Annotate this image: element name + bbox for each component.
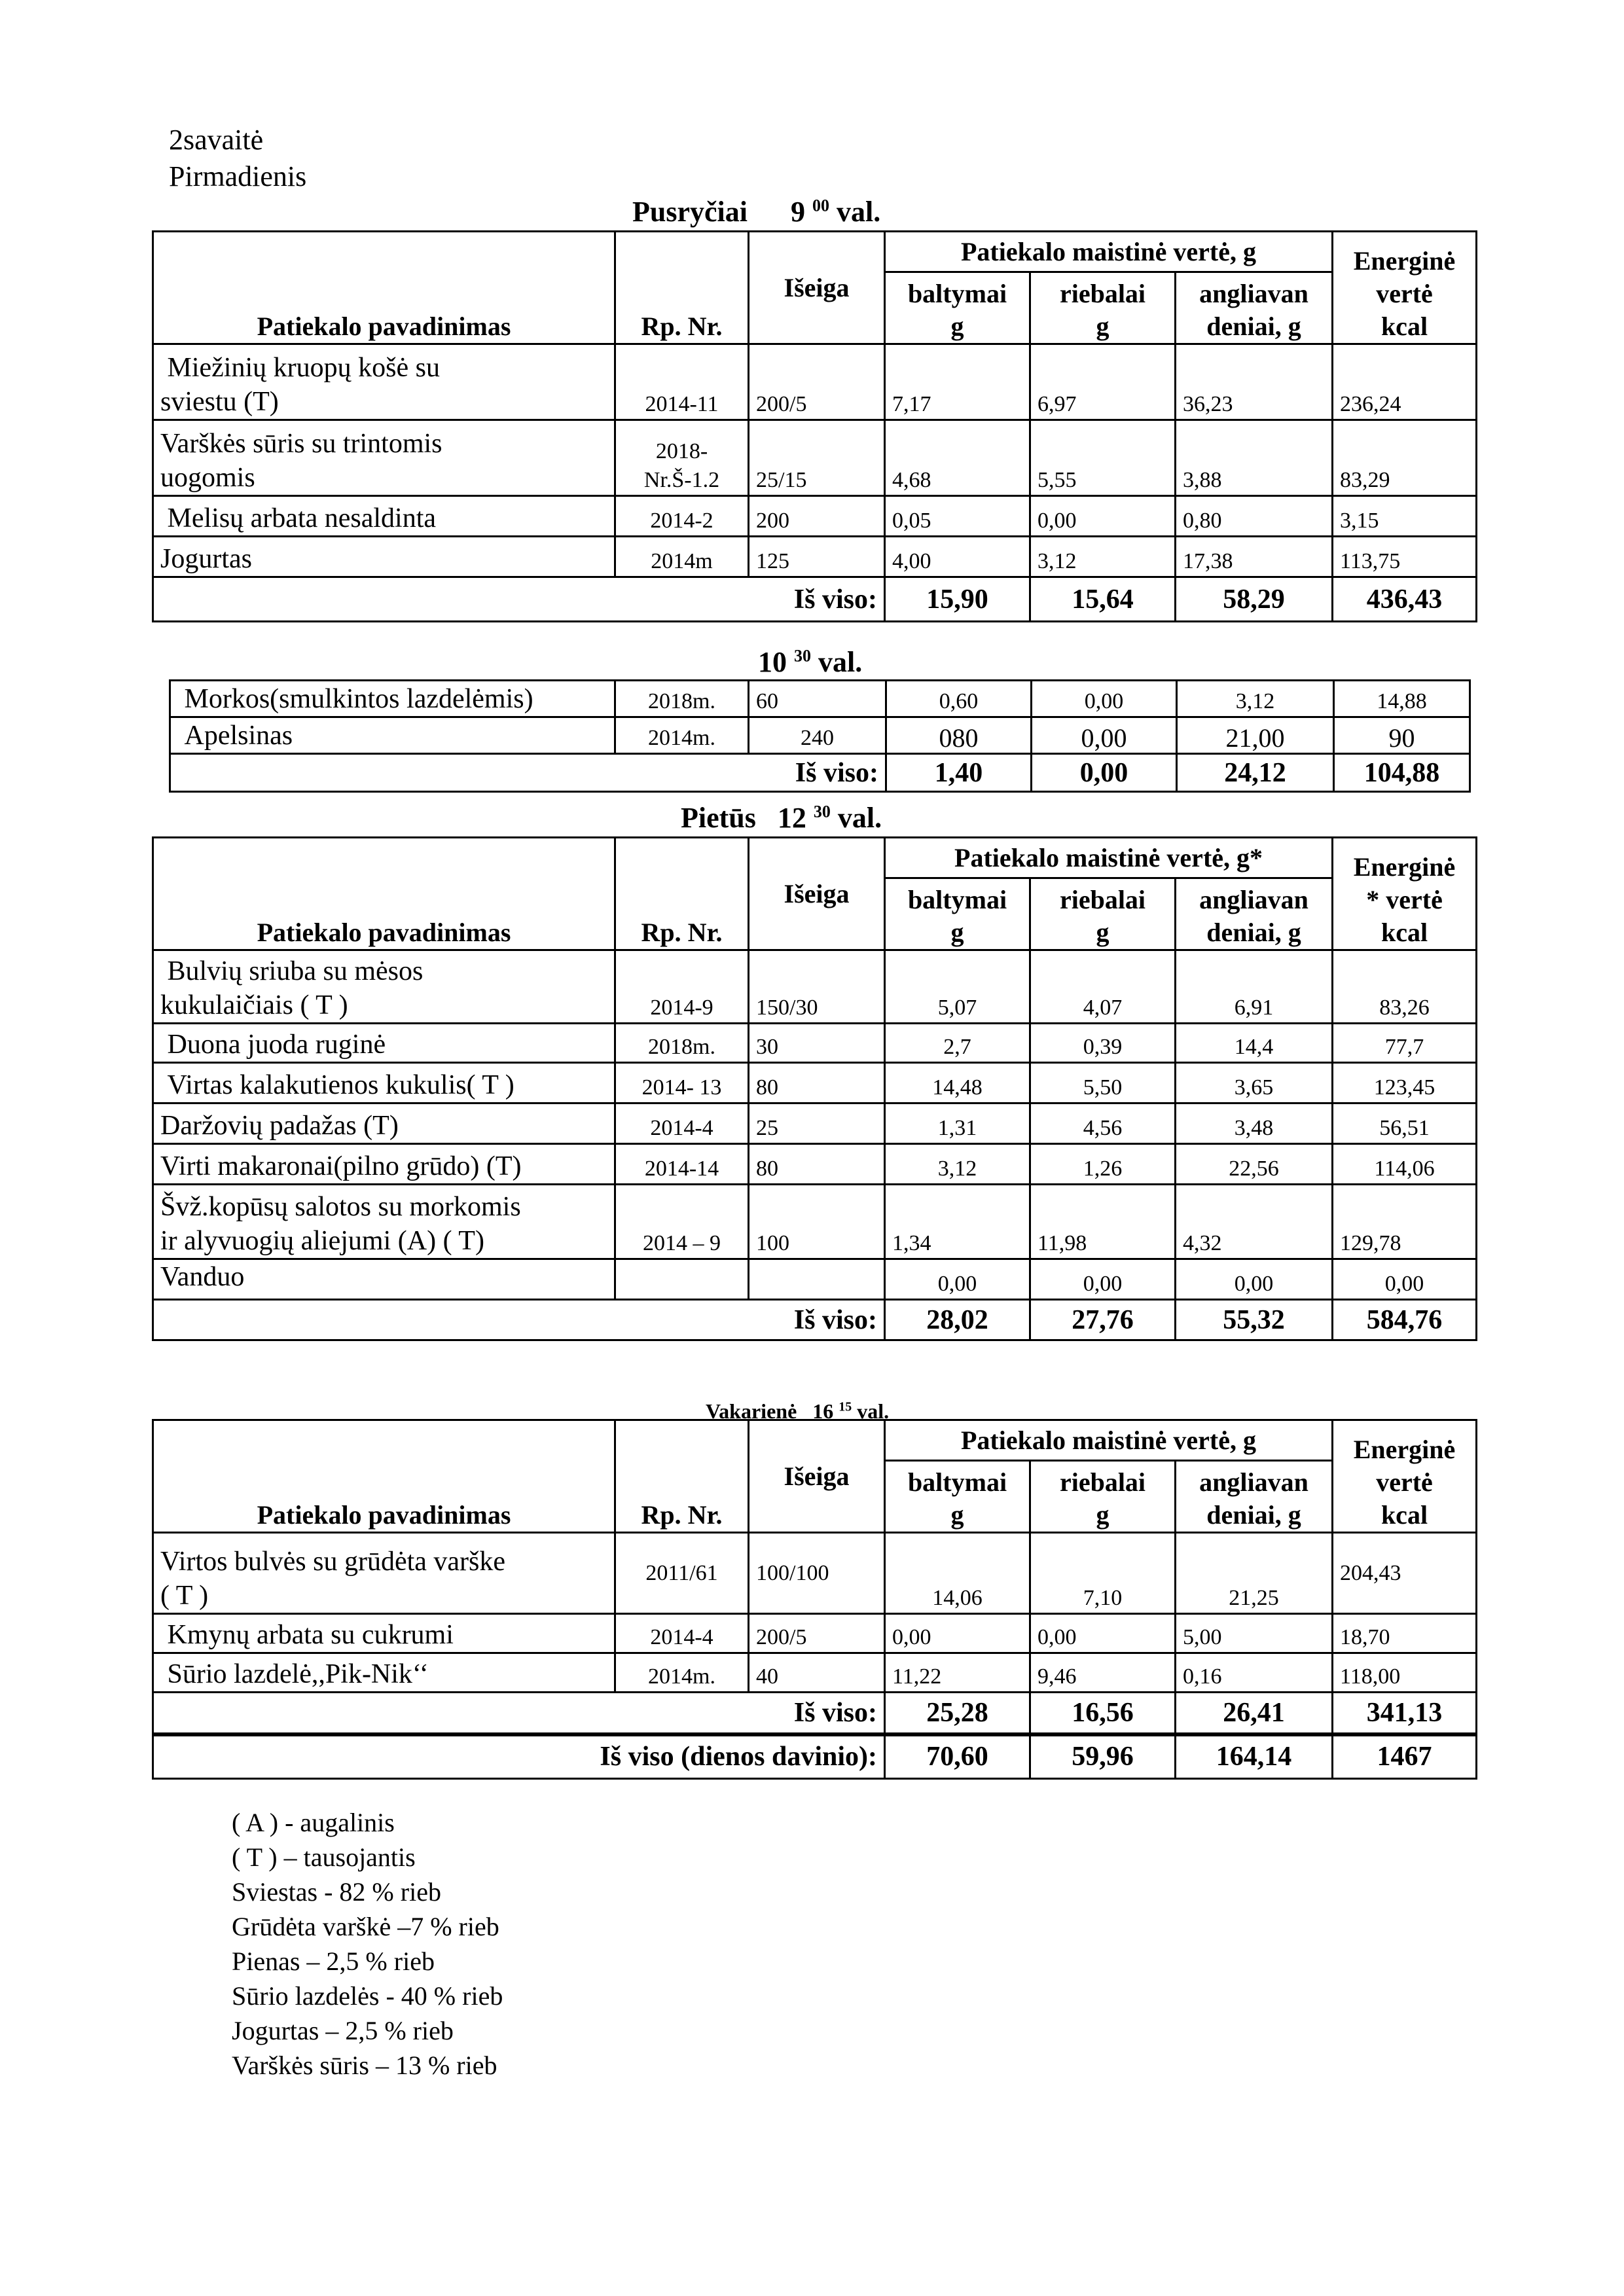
iseiga-cell bbox=[749, 1259, 885, 1300]
rp-cell bbox=[615, 1259, 749, 1300]
table-row bbox=[153, 1185, 1477, 1259]
day-total-energy: 1467 bbox=[1333, 1734, 1477, 1779]
iseiga-cell: 30 bbox=[749, 1024, 885, 1063]
legend-item: Sviestas - 82 % rieb bbox=[232, 1877, 441, 1907]
breakfast-table bbox=[152, 230, 1477, 622]
protein-cell: 14,48 bbox=[885, 1063, 1030, 1103]
col-nutri-header: Patiekalo maistinė vertė, g* bbox=[885, 838, 1333, 878]
carb-cell: 3,48 bbox=[1176, 1103, 1333, 1144]
carb-cell: 36,23 bbox=[1176, 344, 1333, 420]
fat-cell: 4,07 bbox=[1030, 950, 1176, 1024]
dish-name: Duona juoda ruginė bbox=[153, 1024, 615, 1063]
protein-cell: 1,34 bbox=[885, 1185, 1030, 1259]
carb-cell: 21,00 bbox=[1177, 717, 1334, 754]
lunch-title: Pietūs 12 $^{30}$ val. bbox=[681, 802, 882, 834]
col-energy-header: Energinė vertė kcal bbox=[1333, 1420, 1477, 1533]
legend-item: ( T ) – tausojantis bbox=[232, 1842, 416, 1872]
legend-item: Varškės sūris – 13 % rieb bbox=[232, 2051, 497, 2080]
table-row bbox=[153, 1024, 1477, 1063]
total-label: Iš viso: bbox=[153, 577, 885, 622]
legend-item: ( A ) - augalinis bbox=[232, 1808, 395, 1837]
fat-cell: 0,00 bbox=[1032, 681, 1177, 717]
table-row bbox=[153, 1063, 1477, 1103]
dish-name: Sūrio lazdelė,,Pik-Nik‘‘ bbox=[153, 1653, 615, 1693]
fat-cell: 4,56 bbox=[1030, 1103, 1176, 1144]
total-protein: 28,02 bbox=[885, 1300, 1030, 1340]
dish-name: Virti makaronai(pilno grūdo) (T) bbox=[153, 1144, 615, 1185]
carb-cell: 21,25 bbox=[1176, 1533, 1333, 1614]
fat-cell: 1,26 bbox=[1030, 1144, 1176, 1185]
dish-name: Virtos bulvės su grūdėta varške ( T ) bbox=[153, 1533, 615, 1614]
col-name-header: Patiekalo pavadinimas bbox=[153, 232, 615, 344]
dish-name: Miežinių kruopų košė su sviestu (T) bbox=[153, 344, 615, 420]
day-total-fat: 59,96 bbox=[1030, 1734, 1176, 1779]
col-carb-header: angliavan deniai, g bbox=[1176, 1461, 1333, 1533]
total-carb: 58,29 bbox=[1176, 577, 1333, 622]
dinner-table bbox=[152, 1419, 1477, 1780]
day-total-row bbox=[153, 1734, 1477, 1779]
fat-cell: 0,00 bbox=[1030, 1614, 1176, 1653]
rp-cell: 2014m. bbox=[615, 1653, 749, 1693]
col-energy-header: Energinė vertė kcal bbox=[1333, 232, 1477, 344]
iseiga-cell: 200/5 bbox=[749, 1614, 885, 1653]
iseiga-cell: 80 bbox=[749, 1144, 885, 1185]
fat-cell: 3,12 bbox=[1030, 537, 1176, 577]
energy-cell: 90 bbox=[1334, 717, 1470, 754]
iseiga-cell: 100 bbox=[749, 1185, 885, 1259]
table-row bbox=[153, 1533, 1477, 1614]
energy-cell: 204,43 bbox=[1333, 1533, 1477, 1614]
carb-cell: 4,32 bbox=[1176, 1185, 1333, 1259]
dish-name: Jogurtas bbox=[153, 537, 615, 577]
table-row bbox=[153, 1103, 1477, 1144]
col-nutri-header: Patiekalo maistinė vertė, g bbox=[885, 1420, 1333, 1461]
col-protein-header: baltymai g bbox=[885, 878, 1030, 950]
total-fat: 27,76 bbox=[1030, 1300, 1176, 1340]
col-rp-header: Rp. Nr. bbox=[615, 232, 749, 344]
fat-cell: 5,55 bbox=[1030, 420, 1176, 496]
legend-item: Sūrio lazdelės - 40 % rieb bbox=[232, 1981, 503, 2011]
total-protein: 15,90 bbox=[885, 577, 1030, 622]
energy-cell: 3,15 bbox=[1333, 496, 1477, 537]
iseiga-cell: 25/15 bbox=[749, 420, 885, 496]
fat-cell: 5,50 bbox=[1030, 1063, 1176, 1103]
total-protein: 1,40 bbox=[886, 754, 1032, 792]
total-protein: 25,28 bbox=[885, 1693, 1030, 1734]
dish-name: Kmynų arbata su cukrumi bbox=[153, 1614, 615, 1653]
carb-cell: 22,56 bbox=[1176, 1144, 1333, 1185]
col-iseiga-header: Išeiga bbox=[749, 838, 885, 950]
protein-cell: 4,00 bbox=[885, 537, 1030, 577]
total-carb: 55,32 bbox=[1176, 1300, 1333, 1340]
dish-name: Virtas kalakutienos kukulis( T ) bbox=[153, 1063, 615, 1103]
energy-cell: 113,75 bbox=[1333, 537, 1477, 577]
legend-item: Grūdėta varškė –7 % rieb bbox=[232, 1912, 499, 1941]
col-protein-header: baltymai g bbox=[885, 1461, 1030, 1533]
rp-cell: 2014-14 bbox=[615, 1144, 749, 1185]
col-fat-header: riebalai g bbox=[1030, 878, 1176, 950]
rp-cell: 2014-4 bbox=[615, 1614, 749, 1653]
dish-name: Bulvių sriuba su mėsos kukulaičiais ( T ) bbox=[153, 950, 615, 1024]
legend-item: Jogurtas – 2,5 % rieb bbox=[232, 2016, 454, 2045]
protein-cell: 080 bbox=[886, 717, 1032, 754]
table-row bbox=[153, 344, 1477, 420]
energy-cell: 83,29 bbox=[1333, 420, 1477, 496]
col-carb-header: angliavan deniai, g bbox=[1176, 272, 1333, 344]
lunch-table bbox=[152, 836, 1477, 1341]
rp-cell: 2014-11 bbox=[615, 344, 749, 420]
energy-cell: 129,78 bbox=[1333, 1185, 1477, 1259]
col-fat-header: riebalai g bbox=[1030, 1461, 1176, 1533]
carb-cell: 3,12 bbox=[1177, 681, 1334, 717]
legend-item: Pienas – 2,5 % rieb bbox=[232, 1946, 435, 1976]
day-label: Pirmadienis bbox=[169, 160, 307, 192]
col-nutri-header: Patiekalo maistinė vertė, g bbox=[885, 232, 1333, 272]
protein-cell: 1,31 bbox=[885, 1103, 1030, 1144]
total-label: Iš viso: bbox=[153, 1300, 885, 1340]
total-energy: 104,88 bbox=[1334, 754, 1470, 792]
carb-cell: 17,38 bbox=[1176, 537, 1333, 577]
iseiga-cell: 80 bbox=[749, 1063, 885, 1103]
iseiga-cell: 200 bbox=[749, 496, 885, 537]
snack-table bbox=[169, 679, 1471, 793]
col-name-header: Patiekalo pavadinimas bbox=[153, 838, 615, 950]
dinner-title: Vakarienė 16 $^{15}$ val. bbox=[706, 1399, 890, 1423]
rp-cell: 2014- 13 bbox=[615, 1063, 749, 1103]
col-carb-header: angliavan deniai, g bbox=[1176, 878, 1333, 950]
protein-cell: 0,05 bbox=[885, 496, 1030, 537]
total-row bbox=[153, 1693, 1477, 1734]
total-fat: 0,00 bbox=[1032, 754, 1177, 792]
table-row bbox=[153, 1259, 1477, 1300]
protein-cell: 0,00 bbox=[885, 1259, 1030, 1300]
energy-cell: 83,26 bbox=[1333, 950, 1477, 1024]
total-label: Iš viso: bbox=[170, 754, 886, 792]
fat-cell: 7,10 bbox=[1030, 1533, 1176, 1614]
table-row bbox=[153, 537, 1477, 577]
carb-cell: 3,65 bbox=[1176, 1063, 1333, 1103]
energy-cell: 236,24 bbox=[1333, 344, 1477, 420]
total-row bbox=[170, 754, 1470, 792]
carb-cell: 5,00 bbox=[1176, 1614, 1333, 1653]
col-rp-header: Rp. Nr. bbox=[615, 838, 749, 950]
dish-name: Vanduo bbox=[153, 1259, 615, 1300]
col-iseiga-header: Išeiga bbox=[749, 1420, 885, 1533]
energy-cell: 77,7 bbox=[1333, 1024, 1477, 1063]
day-total-label: Iš viso (dienos davinio): bbox=[153, 1734, 885, 1779]
iseiga-cell: 240 bbox=[749, 717, 886, 754]
rp-cell: 2011/61 bbox=[615, 1533, 749, 1614]
energy-cell: 118,00 bbox=[1333, 1653, 1477, 1693]
protein-cell: 2,7 bbox=[885, 1024, 1030, 1063]
rp-cell: 2018m. bbox=[615, 1024, 749, 1063]
dish-name: Varškės sūris su trintomis uogomis bbox=[153, 420, 615, 496]
iseiga-cell: 100/100 bbox=[749, 1533, 885, 1614]
table-row bbox=[153, 496, 1477, 537]
breakfast-title: Pusryčiai 9 $^{00}$ val. bbox=[632, 196, 881, 228]
table-row bbox=[153, 420, 1477, 496]
protein-cell: 3,12 bbox=[885, 1144, 1030, 1185]
total-carb: 26,41 bbox=[1176, 1693, 1333, 1734]
protein-cell: 7,17 bbox=[885, 344, 1030, 420]
protein-cell: 4,68 bbox=[885, 420, 1030, 496]
col-iseiga-header: Išeiga bbox=[749, 232, 885, 344]
snack-title: 10 $^{30}$ val. bbox=[758, 646, 863, 678]
energy-cell: 56,51 bbox=[1333, 1103, 1477, 1144]
dish-name: Apelsinas bbox=[170, 717, 615, 754]
carb-cell: 3,88 bbox=[1176, 420, 1333, 496]
rp-cell: 2014m bbox=[615, 537, 749, 577]
rp-cell: 2014 – 9 bbox=[615, 1185, 749, 1259]
carb-cell: 0,00 bbox=[1176, 1259, 1333, 1300]
day-total-carb: 164,14 bbox=[1176, 1734, 1333, 1779]
dish-name: Daržovių padažas (T) bbox=[153, 1103, 615, 1144]
iseiga-cell: 40 bbox=[749, 1653, 885, 1693]
energy-cell: 114,06 bbox=[1333, 1144, 1477, 1185]
rp-cell: 2014-2 bbox=[615, 496, 749, 537]
fat-cell: 0,00 bbox=[1032, 717, 1177, 754]
rp-cell: 2014-9 bbox=[615, 950, 749, 1024]
table-row bbox=[153, 1144, 1477, 1185]
carb-cell: 0,80 bbox=[1176, 496, 1333, 537]
protein-cell: 0,00 bbox=[885, 1614, 1030, 1653]
total-label: Iš viso: bbox=[153, 1693, 885, 1734]
protein-cell: 14,06 bbox=[885, 1533, 1030, 1614]
fat-cell: 9,46 bbox=[1030, 1653, 1176, 1693]
dish-name: Morkos(smulkintos lazdelėmis) bbox=[170, 681, 615, 717]
protein-cell: 0,60 bbox=[886, 681, 1032, 717]
protein-cell: 11,22 bbox=[885, 1653, 1030, 1693]
iseiga-cell: 60 bbox=[749, 681, 886, 717]
col-rp-header: Rp. Nr. bbox=[615, 1420, 749, 1533]
fat-cell: 0,00 bbox=[1030, 496, 1176, 537]
iseiga-cell: 125 bbox=[749, 537, 885, 577]
col-name-header: Patiekalo pavadinimas bbox=[153, 1420, 615, 1533]
col-fat-header: riebalai g bbox=[1030, 272, 1176, 344]
energy-cell: 18,70 bbox=[1333, 1614, 1477, 1653]
week-label: 2savaitė bbox=[169, 124, 264, 156]
rp-cell: 2018- Nr.Š-1.2 bbox=[615, 420, 749, 496]
total-energy: 436,43 bbox=[1333, 577, 1477, 622]
legend bbox=[232, 1805, 503, 2083]
rp-cell: 2014-4 bbox=[615, 1103, 749, 1144]
protein-cell: 5,07 bbox=[885, 950, 1030, 1024]
fat-cell: 6,97 bbox=[1030, 344, 1176, 420]
rp-cell: 2018m. bbox=[615, 681, 749, 717]
table-row bbox=[153, 950, 1477, 1024]
iseiga-cell: 150/30 bbox=[749, 950, 885, 1024]
dish-name: Švž.kopūsų salotos su morkomis ir alyvuogių aliejumi (A) ( T) bbox=[153, 1185, 615, 1259]
total-row bbox=[153, 1300, 1477, 1340]
col-energy-header: Energinė * vertė kcal bbox=[1333, 838, 1477, 950]
fat-cell: 11,98 bbox=[1030, 1185, 1176, 1259]
energy-cell: 0,00 bbox=[1333, 1259, 1477, 1300]
total-row bbox=[153, 577, 1477, 622]
carb-cell: 14,4 bbox=[1176, 1024, 1333, 1063]
total-energy: 341,13 bbox=[1333, 1693, 1477, 1734]
total-fat: 16,56 bbox=[1030, 1693, 1176, 1734]
carb-cell: 6,91 bbox=[1176, 950, 1333, 1024]
energy-cell: 123,45 bbox=[1333, 1063, 1477, 1103]
table-row bbox=[153, 1653, 1477, 1693]
iseiga-cell: 25 bbox=[749, 1103, 885, 1144]
fat-cell: 0,39 bbox=[1030, 1024, 1176, 1063]
table-row bbox=[153, 1614, 1477, 1653]
table-row bbox=[170, 717, 1470, 754]
day-total-protein: 70,60 bbox=[885, 1734, 1030, 1779]
table-row bbox=[170, 681, 1470, 717]
iseiga-cell: 200/5 bbox=[749, 344, 885, 420]
total-carb: 24,12 bbox=[1177, 754, 1334, 792]
fat-cell: 0,00 bbox=[1030, 1259, 1176, 1300]
total-fat: 15,64 bbox=[1030, 577, 1176, 622]
col-protein-header: baltymai g bbox=[885, 272, 1030, 344]
rp-cell: 2014m. bbox=[615, 717, 749, 754]
dish-name: Melisų arbata nesaldinta bbox=[153, 496, 615, 537]
carb-cell: 0,16 bbox=[1176, 1653, 1333, 1693]
energy-cell: 14,88 bbox=[1334, 681, 1470, 717]
total-energy: 584,76 bbox=[1333, 1300, 1477, 1340]
